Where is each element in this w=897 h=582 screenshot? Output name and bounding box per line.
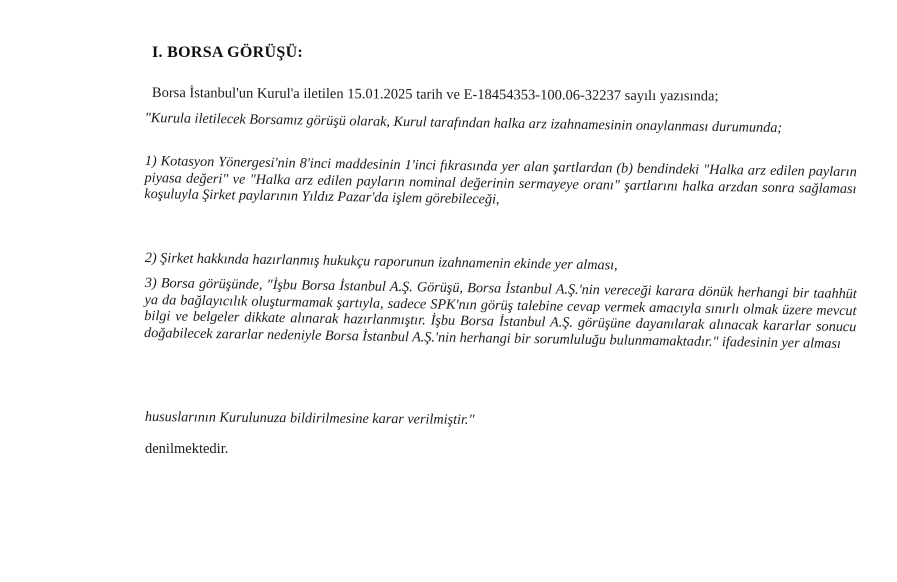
paragraph-preamble: "Kurula iletilecek Borsamız görüşü olarak, Kurul tarafından halka arz izahnamesinin onaylanması durumunda; xyxy=(144,110,783,137)
intro-line: Borsa İstanbul'un Kurul'a iletilen 15.01.2025 tarih ve E-18454353-100.06-32237 sayılı yazısında; xyxy=(151,84,719,105)
paragraph-item-1: 1) Kotasyon Yönergesi'nin 8'inci maddesinin 1'inci fıkrasında yer alan şartlardan (b) bendindeki "Halka arz edilen payların piyasa değeri" ve "Halka arz edilen payların nominal değerinin sermayeye oranı" şartlarını halka arzdan sonra sağlaması koşuluyla Şirket paylarının Yıldız Pazar'da işlem görebileceği, xyxy=(144,153,857,208)
closing-line: hususlarının Kurulunuza bildirilmesine karar verilmiştir." xyxy=(144,409,475,428)
paragraph-item-3: 3) Borsa görüşünde, "İşbu Borsa İstanbul A.Ş. Görüşü, Borsa İstanbul A.Ş.'nin vereceği karara dönük herhangi bir taahhüt ya da bağlayıcılık oluşturmamak şartıyla, sadece SPK'nın görüş talebine cevap vermek amacıyla sınırlı olmak üzere mevcut bilgi ve belgeler dikkate alınarak hazırlanmıştır. İşbu Borsa İstanbul A.Ş. görüşüne dayanılarak alınacak kararlar sonucu doğabilecek zararlar nedeniyle Borsa İstanbul A.Ş.'nin herhangi bir sorumluluğu bulunmamaktadır." ifadesinin yer alması xyxy=(143,275,857,352)
paragraph-item-2: 2) Şirket hakkında hazırlanmış hukukçu raporunun izahnamenin ekinde yer alması, xyxy=(144,250,618,274)
final-line: denilmektedir. xyxy=(145,441,229,457)
section-heading: I. BORSA GÖRÜŞÜ: xyxy=(152,44,304,61)
